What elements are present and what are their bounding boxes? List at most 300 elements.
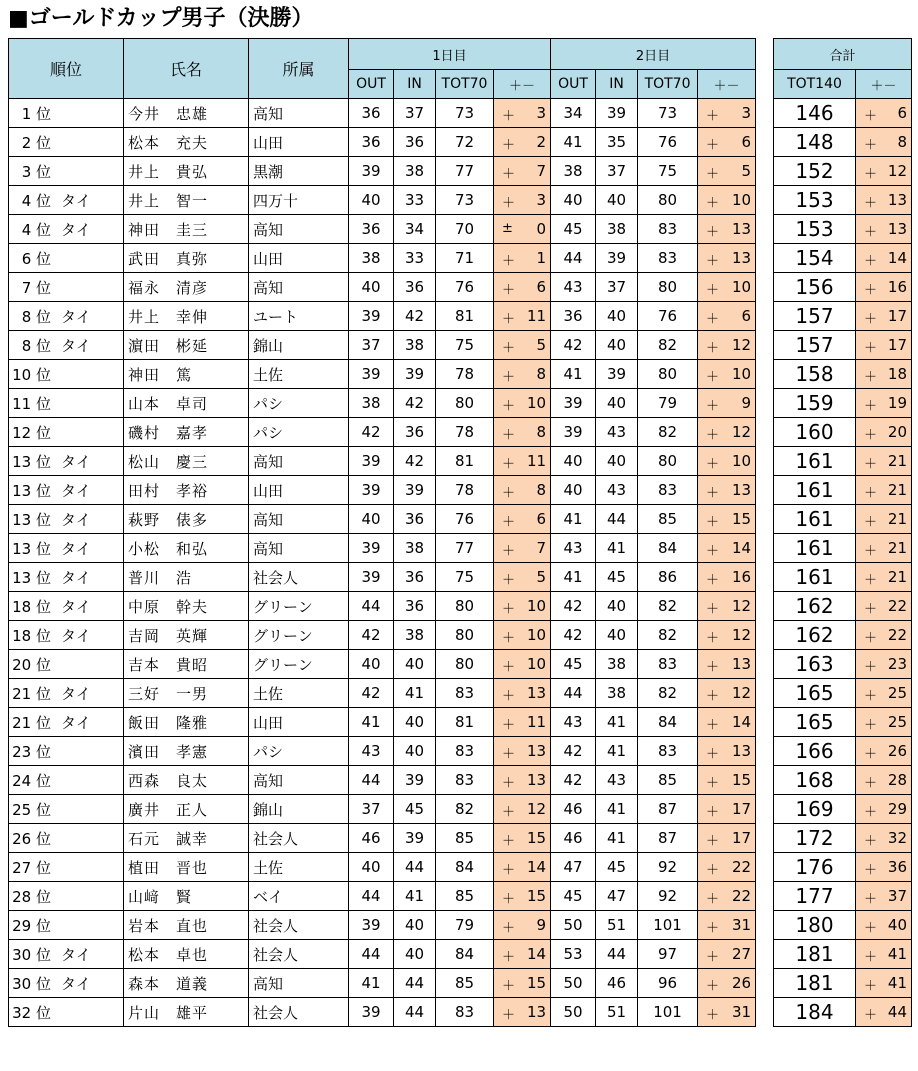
plusminus-value: 28 [887,771,908,789]
total-row [774,128,912,157]
table-row [9,940,756,969]
day1-in: 40 [394,940,436,969]
plusminus-value: 3 [741,104,752,122]
table-row [9,592,756,621]
rank-value: 3 位 [21,162,51,181]
player-affiliation: 社会人 [249,940,349,969]
total-plusminus [856,766,912,795]
total-tot140: 161 [774,476,856,505]
total-plusminus [856,940,912,969]
day2-in: 40 [596,186,638,215]
day2-plusminus [698,157,756,186]
plusminus-value: 37 [887,887,908,905]
day1-out: 44 [349,882,394,911]
plusminus-value: 5 [741,162,752,180]
day2-in: 38 [596,679,638,708]
day2-out: 45 [551,215,596,244]
total-plusminus [856,418,912,447]
total-tot140: 166 [774,737,856,766]
day2-plusminus [698,592,756,621]
day1-plusminus [494,969,551,998]
header-day1-plusminus: ＋－ [494,70,551,99]
day1-plusminus [494,99,551,128]
day1-in: 39 [394,360,436,389]
player-name: 武田 真弥 [124,244,249,273]
player-name: 井上 貴弘 [124,157,249,186]
day2-tot70: 83 [638,244,698,273]
total-plusminus [856,360,912,389]
rank-cell [9,708,124,737]
player-name: 森本 道義 [124,969,249,998]
day2-tot70: 84 [638,534,698,563]
day1-out: 46 [349,824,394,853]
total-plusminus [856,157,912,186]
total-plusminus [856,969,912,998]
total-row [774,244,912,273]
rank-value: 13 位 [12,568,51,587]
plusminus-sign: ＋ [502,1008,516,1023]
day2-plusminus [698,215,756,244]
total-row [774,766,912,795]
plusminus-value: 31 [731,916,752,934]
day1-in: 38 [394,331,436,360]
day1-out: 40 [349,853,394,882]
player-name: 井上 智一 [124,186,249,215]
day1-plusminus [494,824,551,853]
results-table [8,38,756,1027]
rank-cell [9,476,124,505]
total-row [774,99,912,128]
plusminus-sign: ＋ [864,718,878,733]
plusminus-sign: ＋ [864,660,878,675]
plusminus-sign: ＋ [706,515,720,530]
day2-plusminus [698,447,756,476]
day2-tot70: 85 [638,505,698,534]
day2-tot70: 101 [638,998,698,1027]
day2-out: 45 [551,882,596,911]
day2-tot70: 80 [638,273,698,302]
player-name: 吉本 貴昭 [124,650,249,679]
rank-cell [9,505,124,534]
total-tot140: 172 [774,824,856,853]
player-name: 植田 晋也 [124,853,249,882]
tie-label: タイ [61,191,91,210]
plusminus-sign: ＋ [706,950,720,965]
day2-in: 37 [596,157,638,186]
plusminus-value: 8 [536,365,547,383]
total-plusminus [856,186,912,215]
table-row [9,215,756,244]
day2-plusminus [698,476,756,505]
rank-value: 18 位 [12,626,51,645]
total-tot140: 159 [774,389,856,418]
plusminus-value: 12 [731,336,752,354]
player-affiliation: 高知 [249,99,349,128]
table-row [9,795,756,824]
day2-in: 41 [596,534,638,563]
day2-out: 47 [551,853,596,882]
player-name: 濵田 彬延 [124,331,249,360]
plusminus-sign: ＋ [864,834,878,849]
total-tot140: 160 [774,418,856,447]
day2-in: 43 [596,476,638,505]
day1-plusminus [494,505,551,534]
plusminus-value: 6 [536,510,547,528]
plusminus-sign: ＋ [864,254,878,269]
plusminus-value: 5 [536,336,547,354]
plusminus-sign: ＋ [864,747,878,762]
total-tot140: 165 [774,679,856,708]
rank-value: 21 位 [12,684,51,703]
plusminus-value: 18 [887,365,908,383]
plusminus-value: 12 [731,684,752,702]
plusminus-sign: ＋ [706,573,720,588]
day1-tot70: 82 [436,795,494,824]
plusminus-sign: ＋ [864,109,878,124]
day1-out: 43 [349,737,394,766]
day1-plusminus [494,128,551,157]
total-plusminus [856,882,912,911]
plusminus-value: 14 [526,945,547,963]
plusminus-value: 12 [731,597,752,615]
day2-out: 39 [551,418,596,447]
plusminus-sign: ＋ [706,457,720,472]
total-row [774,389,912,418]
plusminus-sign: ＋ [706,747,720,762]
rank-cell [9,215,124,244]
total-plusminus [856,505,912,534]
day2-out: 41 [551,128,596,157]
plusminus-value: 41 [887,945,908,963]
plusminus-sign: ＋ [864,515,878,530]
day2-plusminus [698,650,756,679]
plusminus-sign: ＋ [864,776,878,791]
plusminus-value: 26 [887,742,908,760]
day1-tot70: 70 [436,215,494,244]
day2-in: 44 [596,940,638,969]
plusminus-sign: ＋ [706,921,720,936]
day1-out: 36 [349,215,394,244]
rank-value: 4 位 [21,220,51,239]
day2-tot70: 86 [638,563,698,592]
plusminus-value: 13 [526,684,547,702]
player-affiliation: 山田 [249,244,349,273]
rank-cell [9,882,124,911]
table-row [9,679,756,708]
day1-tot70: 75 [436,331,494,360]
player-affiliation: 山田 [249,128,349,157]
plusminus-value: 9 [536,916,547,934]
plusminus-sign: ＋ [864,341,878,356]
day1-in: 44 [394,998,436,1027]
day1-out: 37 [349,795,394,824]
day1-in: 40 [394,708,436,737]
total-plusminus [856,99,912,128]
player-affiliation: 高知 [249,273,349,302]
rank-cell [9,302,124,331]
player-affiliation: 黒潮 [249,157,349,186]
day2-tot70: 97 [638,940,698,969]
day1-tot70: 76 [436,273,494,302]
plusminus-sign: ＋ [502,109,516,124]
plusminus-sign: ＋ [502,399,516,414]
total-row [774,824,912,853]
plusminus-value: 14 [731,713,752,731]
day1-plusminus [494,534,551,563]
total-row [774,998,912,1027]
rank-cell [9,563,124,592]
day2-out: 41 [551,505,596,534]
plusminus-value: 13 [731,220,752,238]
plusminus-sign: ＋ [502,457,516,472]
day1-in: 36 [394,128,436,157]
total-row [774,882,912,911]
rank-cell [9,244,124,273]
day1-tot70: 77 [436,157,494,186]
day2-plusminus [698,882,756,911]
rank-value: 18 位 [12,597,51,616]
day2-tot70: 76 [638,302,698,331]
plusminus-value: 3 [536,104,547,122]
day2-tot70: 82 [638,592,698,621]
day1-in: 38 [394,534,436,563]
plusminus-value: 10 [731,278,752,296]
total-row [774,679,912,708]
plusminus-sign: ＋ [502,341,516,356]
day1-plusminus [494,447,551,476]
plusminus-sign: ＋ [864,196,878,211]
plusminus-value: 15 [731,771,752,789]
plusminus-value: 29 [887,800,908,818]
player-name: 山本 卓司 [124,389,249,418]
table-row [9,911,756,940]
day1-out: 39 [349,157,394,186]
rank-cell [9,679,124,708]
day1-plusminus [494,998,551,1027]
plusminus-value: 41 [887,974,908,992]
table-row [9,650,756,679]
day2-tot70: 80 [638,186,698,215]
plusminus-sign: ＋ [502,138,516,153]
tie-label: タイ [61,974,91,993]
total-tot140: 148 [774,128,856,157]
table-row [9,244,756,273]
day2-in: 41 [596,708,638,737]
plusminus-sign: ＋ [706,486,720,501]
day2-plusminus [698,99,756,128]
player-name: 普川 浩 [124,563,249,592]
day2-plusminus [698,534,756,563]
plusminus-sign: ＋ [502,892,516,907]
plusminus-value: 40 [887,916,908,934]
plusminus-sign: ＋ [706,225,720,240]
player-name: 三好 一男 [124,679,249,708]
day2-in: 51 [596,911,638,940]
plusminus-value: 26 [731,974,752,992]
rank-value: 30 位 [12,945,51,964]
plusminus-sign: ＋ [502,776,516,791]
rank-cell [9,911,124,940]
day2-in: 51 [596,998,638,1027]
player-name: 廣井 正人 [124,795,249,824]
plusminus-value: 0 [536,220,547,238]
day1-in: 42 [394,302,436,331]
plusminus-sign: ＋ [502,167,516,182]
day2-in: 47 [596,882,638,911]
day2-out: 40 [551,476,596,505]
plusminus-sign: ＋ [864,283,878,298]
rank-value: 23 位 [12,742,51,761]
player-affiliation: 高知 [249,505,349,534]
rank-value: 25 位 [12,800,51,819]
plusminus-sign: ＋ [706,254,720,269]
plusminus-sign: ＋ [502,544,516,559]
day2-tot70: 79 [638,389,698,418]
tie-label: タイ [61,539,91,558]
day1-out: 40 [349,505,394,534]
table-row [9,998,756,1027]
day2-out: 38 [551,157,596,186]
plusminus-value: 12 [731,423,752,441]
day1-out: 39 [349,476,394,505]
plusminus-value: 15 [731,510,752,528]
day1-tot70: 79 [436,911,494,940]
plusminus-sign: ± [502,221,513,236]
total-tot140: 157 [774,331,856,360]
player-name: 萩野 俵多 [124,505,249,534]
rank-cell [9,157,124,186]
day1-in: 44 [394,853,436,882]
plusminus-sign: ＋ [706,399,720,414]
table-row [9,331,756,360]
day1-plusminus [494,679,551,708]
total-tot140: 161 [774,505,856,534]
plusminus-value: 8 [897,133,908,151]
total-plusminus [856,679,912,708]
day1-in: 33 [394,244,436,273]
plusminus-value: 12 [526,800,547,818]
day2-tot70: 82 [638,621,698,650]
tie-label: タイ [61,568,91,587]
total-plusminus [856,621,912,650]
plusminus-sign: ＋ [706,660,720,675]
day1-tot70: 81 [436,708,494,737]
day2-plusminus [698,911,756,940]
day1-tot70: 73 [436,186,494,215]
player-affiliation: 錦山 [249,795,349,824]
plusminus-value: 20 [887,423,908,441]
total-tot140: 152 [774,157,856,186]
rank-cell [9,737,124,766]
total-plusminus [856,650,912,679]
total-tot140: 153 [774,186,856,215]
player-affiliation: 四万十 [249,186,349,215]
day2-plusminus [698,186,756,215]
rank-value: 32 位 [12,1003,51,1022]
day2-out: 40 [551,447,596,476]
plusminus-value: 10 [526,394,547,412]
day1-plusminus [494,766,551,795]
day2-in: 39 [596,244,638,273]
header-day2-tot70: TOT70 [638,70,698,99]
rank-cell [9,853,124,882]
day1-out: 41 [349,708,394,737]
rank-value: 27 位 [12,858,51,877]
total-tot140: 162 [774,592,856,621]
day2-out: 50 [551,911,596,940]
player-name: 小松 和弘 [124,534,249,563]
day1-out: 39 [349,302,394,331]
rank-cell [9,447,124,476]
day1-out: 42 [349,679,394,708]
player-affiliation: パシ [249,389,349,418]
day2-out: 44 [551,244,596,273]
plusminus-value: 10 [731,452,752,470]
header-day2-out: OUT [551,70,596,99]
day2-tot70: 83 [638,476,698,505]
total-row [774,302,912,331]
day1-out: 44 [349,940,394,969]
day2-out: 42 [551,737,596,766]
plusminus-sign: ＋ [706,1008,720,1023]
rank-value: 4 位 [21,191,51,210]
day2-plusminus [698,360,756,389]
plusminus-sign: ＋ [502,283,516,298]
rank-value: 26 位 [12,829,51,848]
rank-value: 13 位 [12,539,51,558]
plusminus-sign: ＋ [864,805,878,820]
total-row [774,592,912,621]
day2-in: 40 [596,621,638,650]
total-plusminus [856,998,912,1027]
total-row [774,911,912,940]
day1-in: 42 [394,389,436,418]
day1-plusminus [494,592,551,621]
day1-in: 36 [394,273,436,302]
rank-cell [9,186,124,215]
day1-out: 40 [349,186,394,215]
day2-plusminus [698,563,756,592]
total-table [773,38,912,1027]
total-plusminus [856,824,912,853]
day2-in: 43 [596,418,638,447]
day2-out: 46 [551,824,596,853]
day1-in: 40 [394,737,436,766]
plusminus-sign: ＋ [502,979,516,994]
header-name: 氏名 [124,39,249,99]
player-affiliation: ベイ [249,882,349,911]
plusminus-sign: ＋ [502,428,516,443]
plusminus-sign: ＋ [864,486,878,501]
day2-plusminus [698,766,756,795]
day2-plusminus [698,998,756,1027]
plusminus-sign: ＋ [864,979,878,994]
plusminus-value: 21 [887,510,908,528]
day1-out: 38 [349,389,394,418]
day2-out: 42 [551,592,596,621]
plusminus-sign: ＋ [864,921,878,936]
plusminus-value: 13 [731,249,752,267]
day1-tot70: 80 [436,650,494,679]
plusminus-value: 25 [887,684,908,702]
day2-in: 41 [596,824,638,853]
plusminus-value: 13 [526,742,547,760]
day1-out: 44 [349,592,394,621]
day1-tot70: 76 [436,505,494,534]
day1-out: 39 [349,360,394,389]
rank-cell [9,650,124,679]
total-row [774,534,912,563]
